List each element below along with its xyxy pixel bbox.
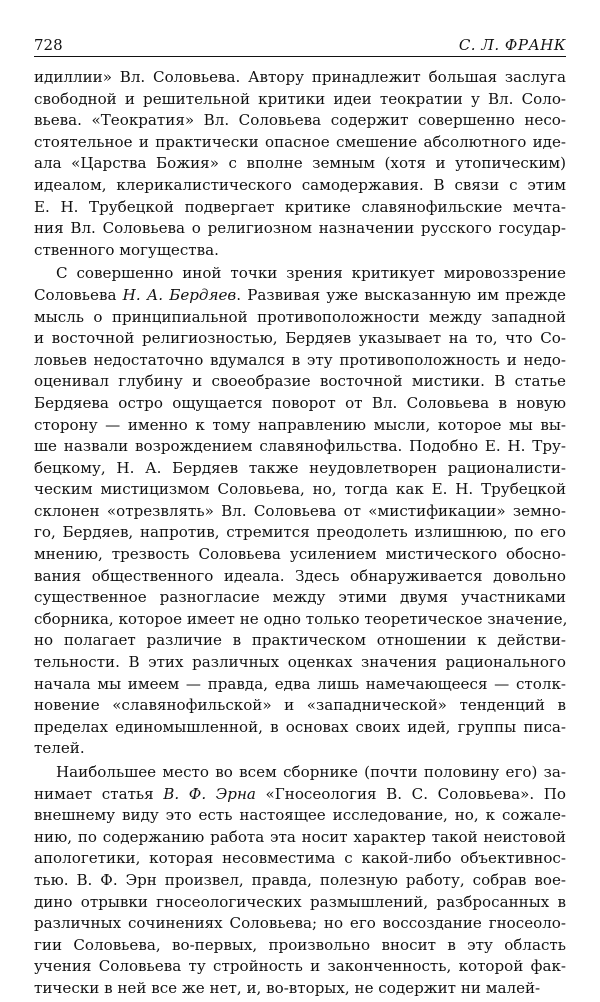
text-line: существенное разногласие между этими двумя участниками [34, 588, 566, 607]
text-line: пределах единомышленной, в основах своих идей, группы писа- [34, 717, 566, 736]
paragraph [34, 263, 566, 760]
text-line: тически в ней все же нет, и, во-вторых, не содержит ни малей- [34, 978, 541, 997]
text-line: оценивал глубину и своеобразие восточной мистики. В статье [34, 372, 566, 391]
paragraph [34, 67, 566, 261]
text-line: сборника, которое имеет не одно только теоретическое значение, [34, 609, 568, 628]
text-line: нимает статья В. Ф. Эрна «Гносеология В. С. Соловьева». По [34, 784, 566, 803]
italic-author-name: Н. А. Бердяев [122, 285, 237, 304]
text-line: стоятельное и практически опасное смешение абсолютного иде- [34, 132, 566, 151]
text-line: тельности. В этих различных оценках значения рационального [34, 653, 566, 672]
text-line: ловьев недостаточно вдумался в эту противоположность и недо- [34, 350, 566, 369]
text-line: учения Соловьева ту стройность и законченность, которой фак- [34, 957, 566, 976]
text-line: ше назвали возрождением славянофильства. Подобно Е. Н. Тру- [34, 437, 566, 456]
text-line: ала «Царства Божия» с вполне земным (хотя и утопическим) [34, 154, 566, 173]
text-line: различных сочинениях Соловьева; но его воссоздание гносеоло- [34, 914, 566, 933]
text-line: Бердяева остро ощущается поворот от Вл. Соловьева в новую [34, 393, 566, 412]
page-number: 728 [34, 36, 63, 54]
running-head [34, 36, 566, 57]
text-line: Е. Н. Трубецкой подвергает критике славянофильские мечта- [34, 197, 566, 216]
text-line: Наибольшее место во всем сборнике (почти половину его) за- [56, 763, 566, 781]
text-line: склонен «отрезвлять» Вл. Соловьева от «мистификации» земно- [34, 501, 566, 520]
running-head-author: С. Л. ФРАНК [458, 36, 566, 54]
text-line: сторону — именно к тому направлению мысли, которое мы вы- [34, 415, 566, 434]
text-line: тью. В. Ф. Эрн произвел, правда, полезную работу, собрав вое- [34, 870, 566, 889]
text-line: нию, по содержанию работа эта носит характер такой неистовой [34, 827, 566, 846]
text-line: внешнему виду это есть настоящее исследование, но, к сожале- [34, 806, 566, 825]
italic-author-name: В. Ф. Эрна [163, 784, 256, 803]
text-line: Соловьева Н. А. Бердяев. Развивая уже высказанную им прежде [34, 285, 566, 304]
text-line: вания общественного идеала. Здесь обнаруживается довольно [34, 566, 566, 585]
text-line: но полагает различие в практическом отношении к действи- [34, 631, 566, 650]
book-page [34, 36, 566, 1002]
text-line: мнению, трезвость Соловьева усилением мистического обосно- [34, 545, 566, 564]
text-line: идиллии» Вл. Соловьева. Автору принадлежит большая заслуга [34, 68, 566, 86]
text-line: ния Вл. Соловьева о религиозном назначении русского государ- [34, 219, 566, 238]
text-line: свободной и решительной критики идеи теократии у Вл. Соло- [34, 89, 566, 108]
text-line: и восточной религиозностью, Бердяев указывает на то, что Со- [34, 329, 566, 348]
text-line: ческим мистицизмом Соловьева, но, тогда как Е. Н. Трубецкой [34, 480, 566, 499]
text-line: го, Бердяев, напротив, стремится преодолеть излишнюю, по его [34, 523, 566, 542]
text-line: ственного могущества. [34, 240, 219, 259]
text-line: вьева. «Теократия» Вл. Соловьева содержит совершенно несо- [34, 111, 566, 130]
text-line: идеалом, клерикалистического самодержавия. В связи с этим [34, 175, 566, 194]
body-text [34, 67, 566, 1000]
text-line: новение «славянофильской» и «западнической» тенденций в [34, 696, 566, 715]
text-line: начала мы имеем — правда, едва лишь намечающееся — столк- [34, 674, 566, 693]
paragraph [34, 762, 566, 1000]
text-line: гии Соловьева, во-первых, произвольно вносит в эту область [34, 935, 566, 954]
text-line: бецкому, Н. А. Бердяев также неудовлетворен рационалисти- [34, 458, 566, 477]
text-line: телей. [34, 739, 85, 758]
text-line: апологетики, которая несовместима с какой-либо объективнос- [34, 849, 566, 868]
text-line: мысль о принципиальной противоположности между западной [34, 307, 566, 326]
text-line: С совершенно иной точки зрения критикует мировоззрение [56, 264, 566, 283]
text-line: дино отрывки гносеологических размышлений, разбросанных в [34, 892, 566, 911]
